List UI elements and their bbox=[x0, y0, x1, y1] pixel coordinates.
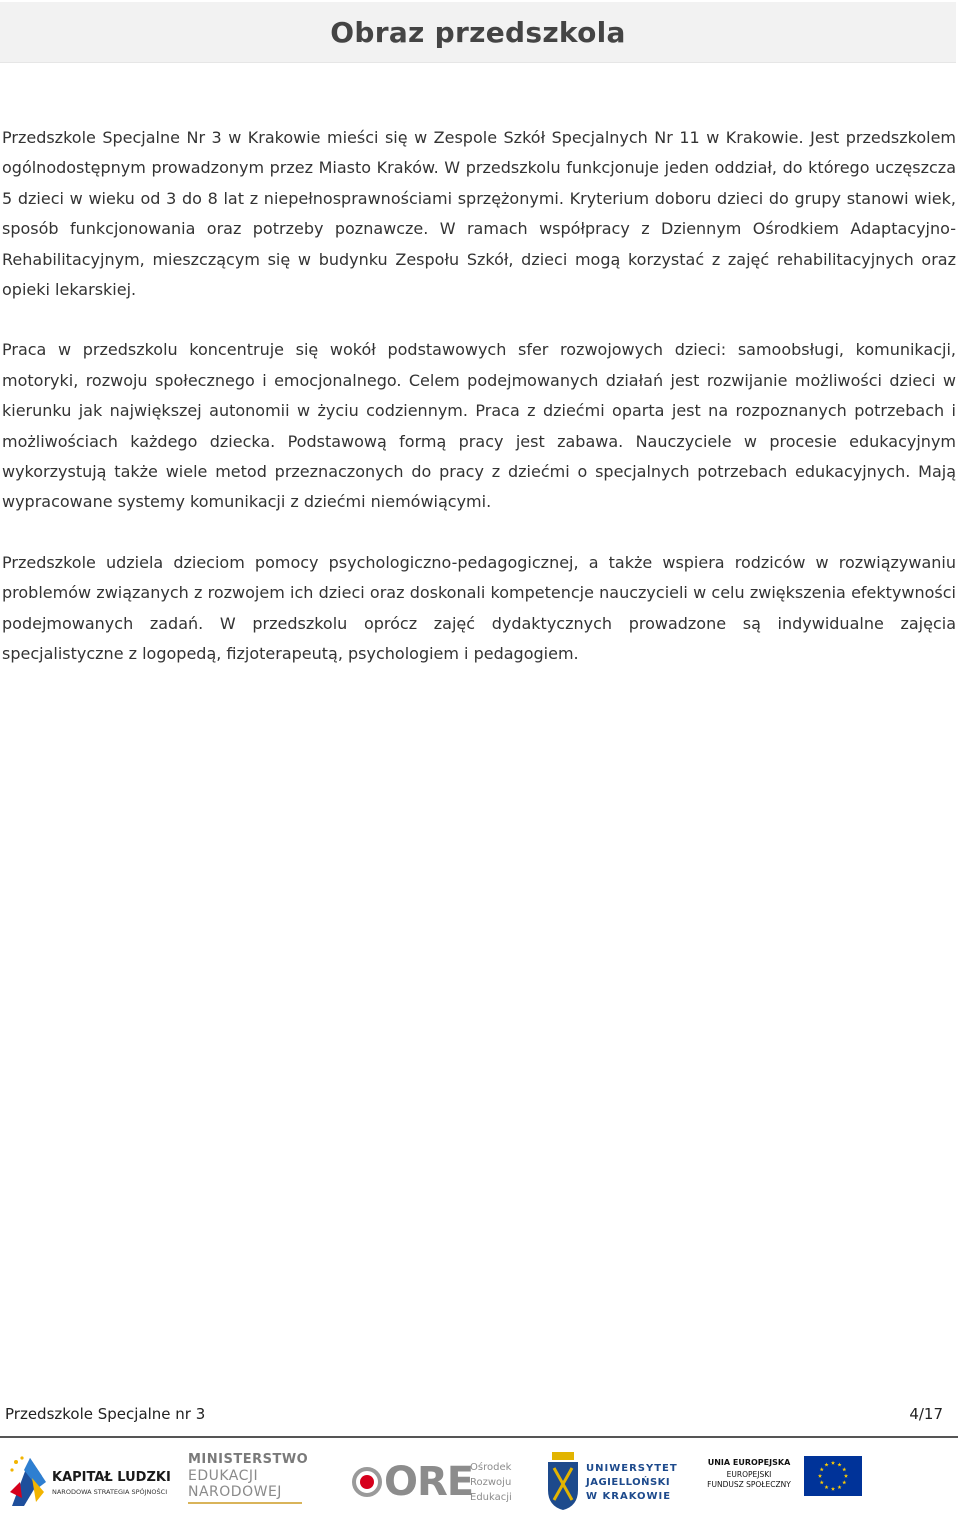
men-line-2: EDUKACJI bbox=[188, 1468, 259, 1484]
footer-school-name: Przedszkole Specjalne nr 3 bbox=[5, 1405, 206, 1423]
page-title: Obraz przedszkola bbox=[330, 15, 626, 49]
uj-coat-of-arms-icon bbox=[546, 1450, 580, 1512]
ore-line-1: Ośrodek bbox=[470, 1462, 512, 1473]
paragraph-work: Praca w przedszkolu koncentruje się wokół podstawowych sfer rozwojowych dzieci: samoobsługi, komunikacji, motoryki, rozwoju społecznego i emocjonalnego. Celem podejmowanych działań jest rozwijanie możliwości dzieci w kierunku jak największej autonomii w życiu codziennym. Praca z dziećmi oparta jest na rozpoznanych potrzebach i możliwościach każdego dziecka. Podstawową formą pracy jest zabawa. Nauczyciele w procesie edukacyjnym wykorzystują także wiele metod przeznaczonych do pracy z dziećmi o specjalnych potrzebach edukacyjnych. Mają wypracowane systemy komunikacji z dziećmi niemówiącymi. bbox=[2, 340, 956, 512]
paragraph-support: Przedszkole udziela dzieciom pomocy psychologiczno-pedagogicznej, a także wspiera rodziców w rozwiązywaniu problemów związanych z rozwojem ich dzieci oraz doskonali kompetencje nauczycieli w celu zwiększenia efektywności podejmowanych zadań. W przedszkolu oprócz zajęć dydaktycznych prowadzone są indywidualne zajęcia specjalistyczne z logopedą, fizjoterapeutą, psychologiem i pedagogiem. bbox=[2, 552, 956, 664]
footer bbox=[5, 1405, 943, 1423]
eu-line-3: FUNDUSZ SPOŁECZNY bbox=[707, 1480, 791, 1489]
logo-eu bbox=[704, 1456, 874, 1510]
kapital-ludzki-name: KAPITAŁ LUDZKI bbox=[52, 1470, 171, 1485]
logo-strip bbox=[0, 1446, 960, 1520]
ore-circle-icon bbox=[352, 1467, 382, 1497]
kapital-ludzki-sub: NARODOWA STRATEGIA SPÓJNOŚCI bbox=[52, 1488, 168, 1496]
logo-men bbox=[188, 1452, 318, 1514]
logo-kapital-ludzki bbox=[8, 1450, 171, 1516]
men-underline bbox=[188, 1502, 302, 1504]
logo-ore bbox=[352, 1452, 522, 1514]
footer-page-number: 4/17 bbox=[909, 1405, 943, 1423]
men-line-3: NARODOWEJ bbox=[188, 1484, 282, 1500]
ore-mark: ORE bbox=[384, 1459, 474, 1505]
eu-flag-icon bbox=[804, 1456, 862, 1496]
men-line-1: MINISTERSTWO bbox=[188, 1452, 309, 1467]
eu-line-2: EUROPEJSKI bbox=[726, 1470, 772, 1479]
ore-line-3: Edukacji bbox=[470, 1492, 512, 1503]
title-bar bbox=[0, 2, 956, 63]
paragraph-intro: Przedszkole Specjalne Nr 3 w Krakowie mieści się w Zespole Szkół Specjalnych Nr 11 w Krakowie. Jest przedszkolem ogólnodostępnym prowadzonym przez Miasto Kraków. W przedszkolu funkcjonuje jeden oddział, do którego uczęszcza 5 dzieci w wieku od 3 do 8 lat z niepełnosprawnościami sprzężonymi. Kryterium doboru dzieci do grupy stanowi wiek, sposób funkcjonowania oraz potrzeby poznawcze. W ramach współpracy z Dziennym Ośrodkiem Adaptacyjno-Rehabilitacyjnym, mieszczącym się w budynku Zespołu Szkół, dzieci mogą korzystać z zajęć rehabilitacyjnych oraz opieki lekarskiej. bbox=[2, 128, 956, 300]
uj-line-3: W KRAKOWIE bbox=[586, 1491, 672, 1502]
kapital-ludzki-emblem-icon bbox=[8, 1452, 48, 1508]
content bbox=[2, 123, 956, 700]
footer-divider bbox=[0, 1436, 958, 1438]
uj-line-2: JAGIELLOŃSKI bbox=[586, 1477, 671, 1488]
eu-line-1: UNIA EUROPEJSKA bbox=[707, 1458, 791, 1467]
ore-line-2: Rozwoju bbox=[470, 1477, 512, 1488]
uj-line-1: UNIWERSYTET bbox=[586, 1463, 678, 1474]
logo-uj bbox=[546, 1448, 686, 1516]
